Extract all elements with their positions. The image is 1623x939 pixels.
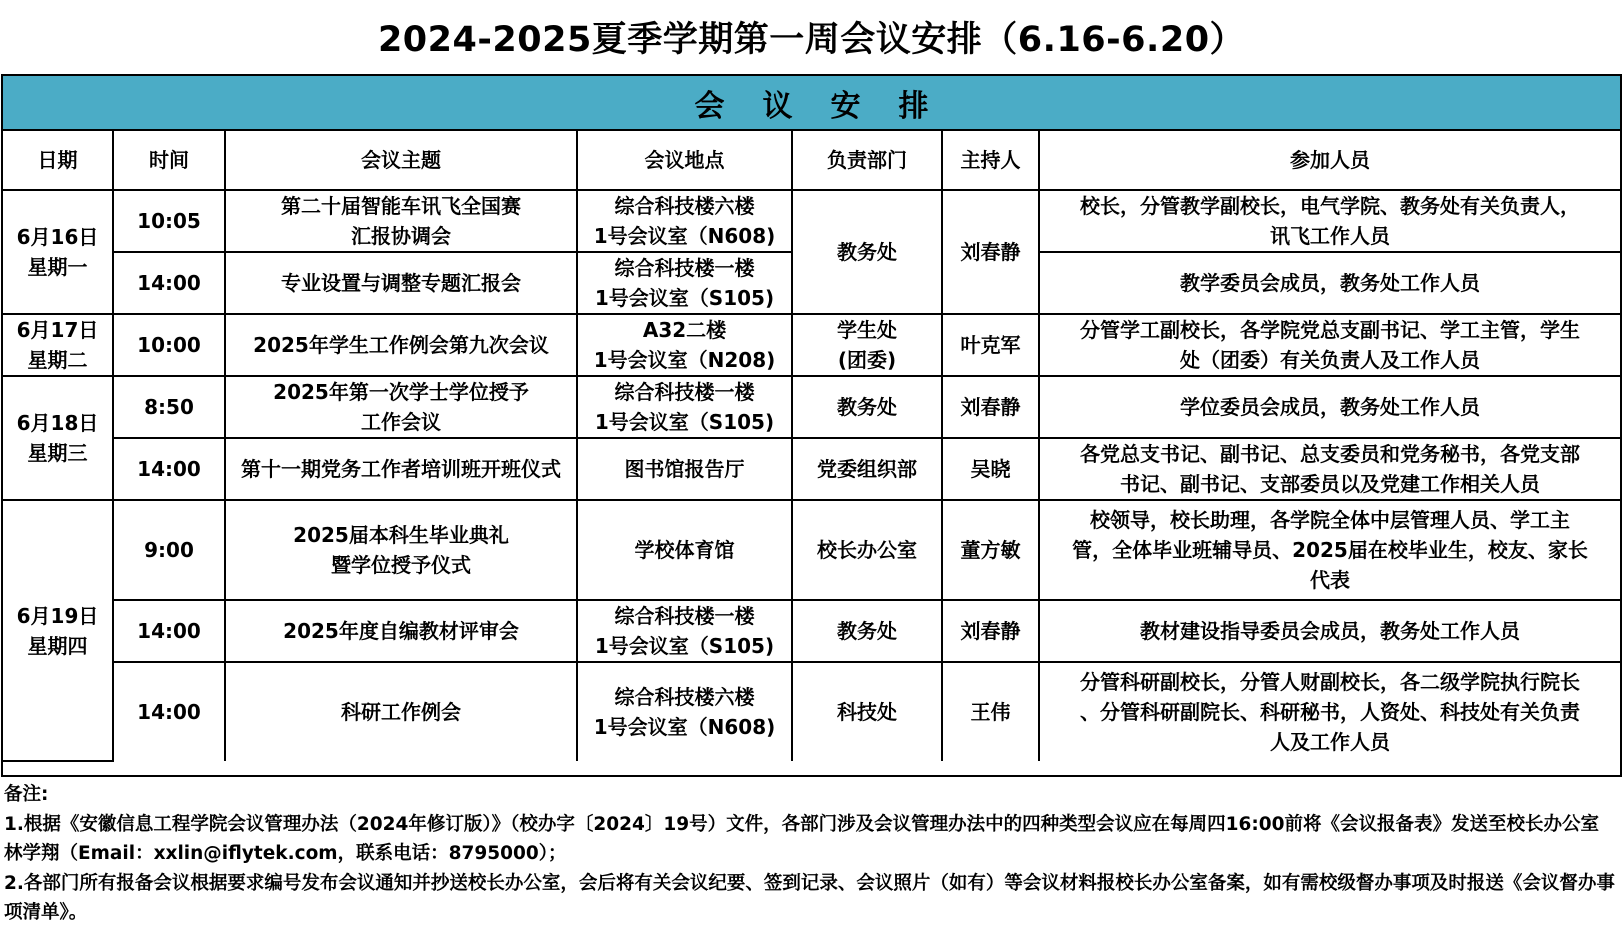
attendees-cell (1039, 314, 1620, 376)
header-topic: 会议主题 (225, 131, 577, 190)
dept-cell (792, 662, 942, 761)
location-cell (577, 252, 792, 314)
attendees-line: 书记、副书记、支部委员以及党建工作相关人员 (1120, 472, 1540, 496)
date-label: 6月19日 (16, 603, 99, 628)
dept-line: 党委组织部 (817, 457, 917, 481)
topic-line: 第十一期党务工作者培训班开班仪式 (241, 457, 561, 481)
dept-cell (792, 600, 942, 662)
section-banner: 会议安排 (3, 76, 1620, 131)
topic-line: 2025年第一次学士学位授予 (273, 380, 529, 404)
location-line: 综合科技楼一楼 (614, 256, 755, 280)
dept-line: 学生处 (837, 318, 897, 342)
header-attendees: 参加人员 (1039, 131, 1620, 190)
table-row (3, 190, 1620, 252)
attendees-line: 分管科研副校长，分管人财副校长，各二级学院执行院长 (1080, 670, 1580, 694)
host-cell: 王伟 (942, 662, 1039, 761)
host-cell: 刘春静 (942, 600, 1039, 662)
table-header-row (3, 131, 1620, 190)
host-cell: 叶克军 (942, 314, 1039, 376)
date-cell (3, 376, 113, 500)
attendees-line: 校领导，校长助理，各学院全体中层管理人员、学工主 (1090, 508, 1570, 532)
table-row (3, 500, 1620, 600)
time-cell: 14:00 (113, 438, 225, 500)
host-cell: 董方敏 (942, 500, 1039, 600)
topic-cell (225, 190, 577, 252)
location-line: A32二楼 (642, 318, 727, 342)
topic-line: 汇报协调会 (351, 224, 451, 248)
topic-line: 暨学位授予仪式 (331, 553, 471, 577)
table-row (3, 438, 1620, 500)
location-line: 图书馆报告厅 (624, 457, 745, 481)
location-line: 1号会议室（S105) (594, 410, 775, 434)
attendees-line: 处（团委）有关负责人及工作人员 (1180, 348, 1480, 372)
topic-cell (225, 500, 577, 600)
weekday-label: 星期四 (27, 633, 88, 658)
weekday-label: 星期二 (27, 348, 88, 372)
attendees-line: 校长，分管教学副校长，电气学院、教务处有关负责人， (1080, 194, 1580, 218)
dept-line: 教务处 (837, 395, 897, 419)
location-line: 1号会议室（S105) (594, 634, 775, 658)
table-row (3, 600, 1620, 662)
time-cell: 10:00 (113, 314, 225, 376)
weekday-label: 星期三 (27, 441, 88, 465)
weekday-label: 星期一 (27, 255, 88, 279)
location-line: 1号会议室（N608) (593, 715, 776, 739)
dept-cell (792, 376, 942, 438)
host-cell: 吴晓 (942, 438, 1039, 500)
topic-cell (225, 376, 577, 438)
attendees-cell (1039, 252, 1620, 314)
attendees-line: 教材建设指导委员会成员，教务处工作人员 (1140, 619, 1520, 643)
meeting-schedule-table (3, 131, 1620, 762)
dept-line: 科技处 (837, 700, 897, 724)
dept-line: 教务处 (837, 619, 897, 643)
location-line: 综合科技楼一楼 (614, 380, 755, 404)
dept-line: 校长办公室 (817, 538, 917, 562)
attendees-line: 讯飞工作人员 (1270, 224, 1390, 248)
location-cell (577, 438, 792, 500)
time-cell: 14:00 (113, 252, 225, 314)
attendees-line: 管，全体毕业班辅导员、2025届在校毕业生，校友、家长 (1072, 538, 1588, 562)
topic-line: 2025年学生工作例会第九次会议 (253, 333, 549, 357)
note-item: 1.根据《安徽信息工程学院会议管理办法（2024年修订版）》（校办字〔2024〕19号）文件，各部门涉及会议管理办法中的四种类型会议应在每周四16:00前将《会议报备表》发送至校长办公室林学翔（Email：xxlin@iflytek.com，联系电话：8795000）； (4, 813, 1600, 864)
topic-cell (225, 252, 577, 314)
notes-section (4, 780, 1616, 928)
attendees-line: 学位委员会成员，教务处工作人员 (1180, 395, 1480, 419)
location-line: 学校体育馆 (634, 538, 735, 562)
time-cell: 8:50 (113, 376, 225, 438)
date-label: 6月18日 (16, 411, 99, 435)
dept-cell (792, 314, 942, 376)
attendees-line: 分管学工副校长，各学院党总支副书记、学工主管，学生 (1080, 318, 1580, 342)
topic-line: 第二十届智能车讯飞全国赛 (281, 194, 521, 218)
time-cell: 14:00 (113, 600, 225, 662)
location-line: 综合科技楼一楼 (614, 604, 755, 628)
header-location: 会议地点 (577, 131, 792, 190)
date-cell (3, 314, 113, 376)
topic-line: 2025届本科生毕业典礼 (293, 523, 509, 547)
header-time: 时间 (113, 131, 225, 190)
table-row (3, 314, 1620, 376)
dept-line: (团委) (837, 348, 897, 372)
attendees-line: 代表 (1310, 568, 1350, 592)
location-cell (577, 314, 792, 376)
location-cell (577, 376, 792, 438)
date-label: 6月16日 (16, 225, 99, 249)
host-cell: 刘春静 (942, 376, 1039, 438)
topic-line: 专业设置与调整专题汇报会 (281, 271, 521, 295)
location-line: 1号会议室（N208) (593, 348, 776, 372)
date-cell (3, 500, 113, 761)
table-row (3, 376, 1620, 438)
topic-cell (225, 600, 577, 662)
attendees-cell (1039, 600, 1620, 662)
location-line: 1号会议室（N608) (593, 224, 776, 248)
attendees-line: 人及工作人员 (1270, 730, 1390, 754)
host-cell: 刘春静 (942, 190, 1039, 314)
topic-cell (225, 662, 577, 761)
header-date: 日期 (3, 131, 113, 190)
attendees-cell (1039, 438, 1620, 500)
attendees-cell (1039, 500, 1620, 600)
location-line: 综合科技楼六楼 (614, 685, 755, 709)
time-cell: 10:05 (113, 190, 225, 252)
location-cell (577, 500, 792, 600)
topic-line: 工作会议 (361, 410, 441, 434)
dept-cell (792, 500, 942, 600)
location-cell (577, 190, 792, 252)
page-title: 2024-2025夏季学期第一周会议安排（6.16-6.20） (377, 20, 1246, 60)
attendees-line: 各党总支书记、副书记、总支委员和党务秘书，各党支部 (1080, 442, 1580, 466)
time-cell: 9:00 (113, 500, 225, 600)
note-item: 2.各部门所有报备会议根据要求编号发布会议通知并抄送校长办公室，会后将有关会议纪要、签到记录、会议照片（如有）等会议材料报校长办公室备案，如有需校级督办事项及时报送《会议督办事项清单》。 (4, 872, 1615, 923)
header-host: 主持人 (942, 131, 1039, 190)
location-cell (577, 600, 792, 662)
header-dept: 负责部门 (792, 131, 942, 190)
topic-cell (225, 314, 577, 376)
attendees-line: 教学委员会成员，教务处工作人员 (1180, 271, 1480, 295)
location-cell (577, 662, 792, 761)
attendees-cell (1039, 190, 1620, 252)
location-line: 综合科技楼六楼 (614, 194, 755, 218)
topic-cell (225, 438, 577, 500)
table-row (3, 662, 1620, 761)
dept-line: 教务处 (837, 240, 897, 264)
date-label: 6月17日 (16, 318, 99, 342)
time-cell: 14:00 (113, 662, 225, 761)
topic-line: 科研工作例会 (341, 700, 461, 724)
date-cell (3, 190, 113, 314)
dept-cell (792, 438, 942, 500)
attendees-line: 、分管科研副院长、科研秘书，人资处、科技处有关负责 (1080, 700, 1580, 724)
dept-cell (792, 190, 942, 314)
location-line: 1号会议室（S105) (594, 286, 775, 310)
topic-line: 2025年度自编教材评审会 (283, 619, 519, 643)
attendees-cell (1039, 376, 1620, 438)
attendees-cell (1039, 662, 1620, 761)
notes-heading: 备注: (4, 784, 49, 805)
